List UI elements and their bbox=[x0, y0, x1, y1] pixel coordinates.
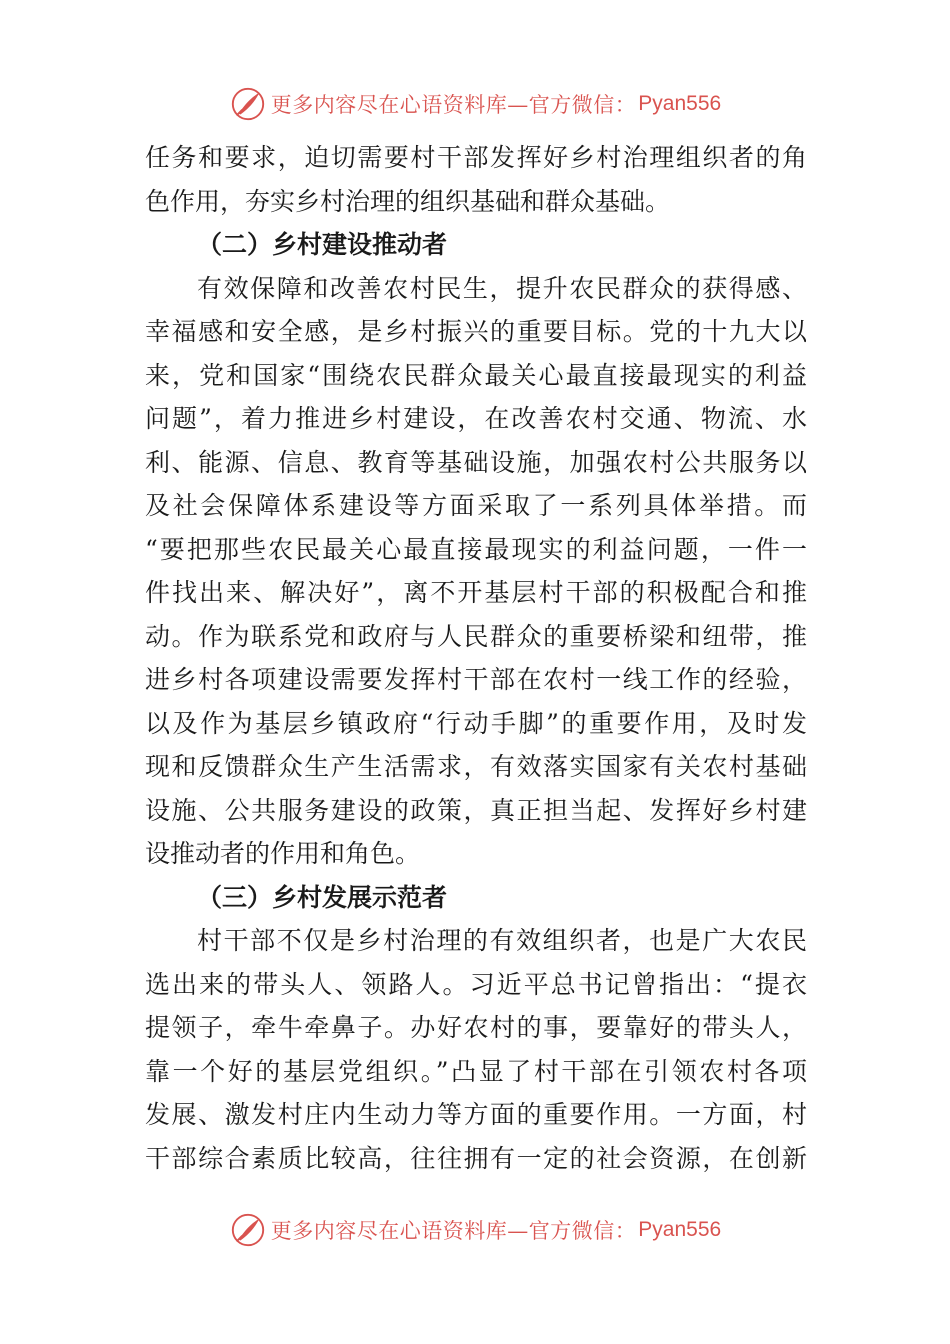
text-line: 进乡村各项建设需要发挥村干部在农村一线工作的经验， bbox=[145, 665, 807, 694]
text-line: 靠一个好的基层党组织。”凸显了村干部在引领农村各项 bbox=[145, 1056, 807, 1086]
text-line: 设施、公共服务建设的政策，真正担当起、发挥好乡村建 bbox=[145, 795, 807, 825]
footer-banner-id: Pyan556 bbox=[638, 1218, 722, 1241]
text-line: 选出来的带头人、领路人。习近平总书记曾指出：“提衣 bbox=[145, 969, 807, 999]
header-banner-text: 更多内容尽在心语资料库—官方微信： bbox=[270, 93, 637, 117]
text-line: 有效保障和改善农村民生，提升农民群众的获得感、 bbox=[197, 273, 807, 303]
text-line: 及社会保障体系建设等方面采取了一系列具体举措。而 bbox=[145, 491, 807, 520]
section-heading-3: （三）乡村发展示范者 bbox=[197, 882, 448, 912]
quill-logo-icon bbox=[229, 85, 267, 123]
text-line: 现和反馈群众生产生活需求，有效落实国家有关农村基础 bbox=[145, 752, 807, 781]
text-line: 色作用，夯实乡村治理的组织基础和群众基础。 bbox=[145, 186, 671, 216]
text-line: 发展、激发村庄内生动力等方面的重要作用。一方面，村 bbox=[145, 1100, 807, 1129]
text-line: 幸福感和安全感，是乡村振兴的重要目标。党的十九大以 bbox=[145, 317, 807, 346]
text-line: 干部综合素质比较高，往往拥有一定的社会资源，在创新 bbox=[145, 1143, 807, 1173]
document-body bbox=[145, 136, 807, 1180]
footer-banner-text: 更多内容尽在心语资料库—官方微信： bbox=[270, 1219, 637, 1243]
footer-banner bbox=[0, 1208, 950, 1252]
text-line: 问题”，着力推进乡村建设，在改善农村交通、物流、水 bbox=[145, 404, 807, 433]
text-line: 提领子，牵牛牵鼻子。办好农村的事，要靠好的带头人， bbox=[145, 1013, 807, 1042]
section-heading-2: （二）乡村建设推动者 bbox=[197, 230, 448, 259]
header-banner-id: Pyan556 bbox=[638, 92, 722, 115]
quill-logo-icon bbox=[229, 1211, 267, 1249]
text-line: 动。作为联系党和政府与人民群众的重要桥梁和纽带，推 bbox=[145, 621, 807, 651]
text-line: 设推动者的作用和角色。 bbox=[145, 839, 421, 868]
text-line: “要把那些农民最关心最直接最现实的利益问题，一件一 bbox=[145, 534, 807, 564]
text-line: 件找出来、解决好”，离不开基层村干部的积极配合和推 bbox=[145, 578, 807, 607]
text-line: 任务和要求，迫切需要村干部发挥好乡村治理组织者的角 bbox=[145, 143, 807, 172]
text-line: 来，党和国家“围绕农民群众最关心最直接最现实的利益 bbox=[145, 360, 807, 390]
text-line: 利、能源、信息、教育等基础设施，加强农村公共服务以 bbox=[145, 447, 807, 477]
header-banner bbox=[0, 82, 950, 126]
text-line: 以及作为基层乡镇政府“行动手脚”的重要作用，及时发 bbox=[145, 708, 807, 738]
text-line: 村干部不仅是乡村治理的有效组织者，也是广大农民 bbox=[197, 926, 807, 955]
